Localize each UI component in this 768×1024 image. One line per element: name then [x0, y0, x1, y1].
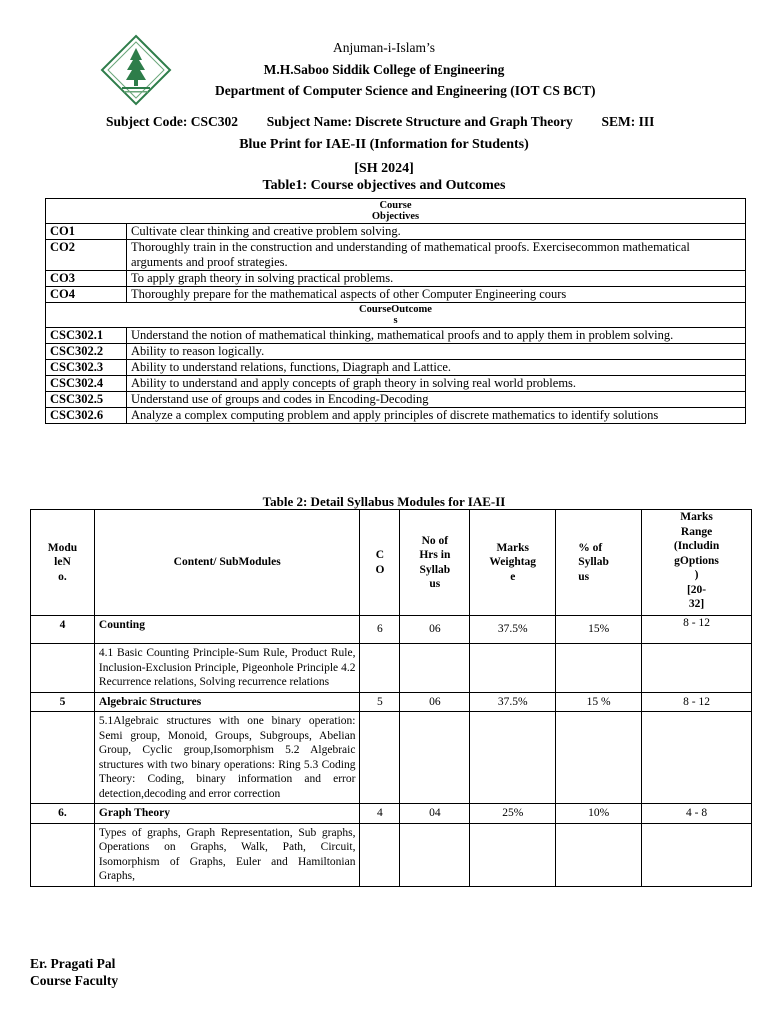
- outcome-text: Understand the notion of mathematical thinking, mathematical proofs and to apply them in problem solving.: [127, 328, 746, 344]
- header-percent: % of Syllab us: [556, 510, 642, 616]
- module-hours: 06: [400, 692, 470, 712]
- table-row: [31, 804, 752, 824]
- objective-code: CO1: [46, 224, 127, 240]
- table-row: [31, 616, 752, 644]
- subject-name: Subject Name: Discrete Structure and Graph Theory: [266, 114, 573, 129]
- faculty-name: Er. Pragati Pal: [30, 956, 116, 971]
- module-range: 4 - 8: [642, 804, 752, 824]
- college-name: M.H.Saboo Siddik College of Engineering: [263, 62, 505, 77]
- outcome-text: Ability to understand and apply concepts of graph theory in solving real world problems.: [127, 376, 746, 392]
- table-row: [46, 240, 746, 271]
- module-number: 4: [31, 616, 95, 644]
- table-row: [31, 692, 752, 712]
- objective-code: CO2: [46, 240, 127, 271]
- table2-title: Table 2: Detail Syllabus Modules for IAE-II: [262, 494, 506, 509]
- module-range: 8 - 12: [642, 692, 752, 712]
- module-content: 5.1Algebraic structures with one binary operation: Semi group, Monoid, Groups, Subgroups, Abelian Group, Cyclic group,Isomorphism 5.2 Algebraic structures with two binary operations: Ring 5.3 Coding Theory: Coding, binary information and error detection,decoding and error correction: [94, 712, 360, 804]
- outcome-text: Understand use of groups and codes in Encoding-Decoding: [127, 392, 746, 408]
- table-row: [46, 360, 746, 376]
- semester: SEM: III: [601, 114, 655, 129]
- module-percent: 15 %: [556, 692, 642, 712]
- table-row: [46, 408, 746, 424]
- module-content: 4.1 Basic Counting Principle-Sum Rule, Product Rule, Inclusion-Exclusion Principle, Pigeonhole Principle 4.2 Recurrence relations, Solving recurrence relations: [94, 644, 360, 693]
- module-number: 5: [31, 692, 95, 712]
- table-row: [46, 344, 746, 360]
- module-co: 4: [360, 804, 400, 824]
- module-title: Algebraic Structures: [94, 692, 360, 712]
- outcome-code: CSC302.6: [46, 408, 127, 424]
- table-row: [46, 271, 746, 287]
- outcome-text: Analyze a complex computing problem and apply principles of discrete mathematics to identify solutions: [127, 408, 746, 424]
- objective-text: Thoroughly train in the construction and understanding of mathematical proofs. Exercisecommon mathematical arguments and proof strategies.: [127, 240, 746, 271]
- table-row: [46, 392, 746, 408]
- institution-name: Anjuman-i-Islam’s: [333, 40, 435, 55]
- header-range: Marks Range (Includin gOptions ) [20- 32]: [642, 510, 752, 616]
- table-row: [31, 712, 752, 804]
- session-label: [SH 2024]: [354, 161, 414, 176]
- module-range: 8 - 12: [642, 616, 752, 644]
- header-hours: No of Hrs in Syllab us: [400, 510, 470, 616]
- module-number: 6.: [31, 804, 95, 824]
- objective-code: CO3: [46, 271, 127, 287]
- module-title: Counting: [94, 616, 360, 644]
- module-weightage: 25%: [470, 804, 556, 824]
- module-title: Graph Theory: [94, 804, 360, 824]
- module-co: 6: [360, 616, 400, 644]
- outcome-text: Ability to understand relations, functions, Diagraph and Lattice.: [127, 360, 746, 376]
- objective-text: To apply graph theory in solving practical problems.: [127, 271, 746, 287]
- header-co: C O: [360, 510, 400, 616]
- table-row: [46, 224, 746, 240]
- table-row: [46, 376, 746, 392]
- module-percent: 15%: [556, 616, 642, 644]
- header-content: Content/ SubModules: [94, 510, 360, 616]
- module-weightage: 37.5%: [470, 692, 556, 712]
- table-row: [46, 328, 746, 344]
- table-row: [31, 644, 752, 693]
- outcome-code: CSC302.1: [46, 328, 127, 344]
- objectives-header: Course Objectives: [46, 199, 746, 224]
- header-module: Modu leN o.: [31, 510, 95, 616]
- objective-code: CO4: [46, 287, 127, 303]
- faculty-role: Course Faculty: [30, 973, 119, 988]
- module-hours: 04: [400, 804, 470, 824]
- header-weightage: Marks Weightag e: [470, 510, 556, 616]
- module-content: Types of graphs, Graph Representation, Sub graphs, Operations on Graphs, Walk, Path, Circuit, Isomorphism of Graphs, Euler and Hamiltonian Graphs,: [94, 823, 360, 886]
- outcome-code: CSC302.4: [46, 376, 127, 392]
- course-objectives-outcomes-table: [45, 198, 746, 424]
- objective-text: Thoroughly prepare for the mathematical aspects of other Computer Engineering cours: [127, 287, 746, 303]
- table-row: [31, 823, 752, 886]
- outcomes-header: CourseOutcome s: [46, 303, 746, 328]
- objective-text: Cultivate clear thinking and creative problem solving.: [127, 224, 746, 240]
- syllabus-modules-table: [30, 509, 752, 887]
- table-row: [46, 287, 746, 303]
- module-percent: 10%: [556, 804, 642, 824]
- signature-block: [30, 955, 118, 989]
- subject-code: Subject Code: CSC302: [106, 114, 239, 129]
- outcome-code: CSC302.5: [46, 392, 127, 408]
- subject-line: [106, 114, 654, 130]
- outcome-code: CSC302.2: [46, 344, 127, 360]
- outcome-text: Ability to reason logically.: [127, 344, 746, 360]
- department-name: Department of Computer Science and Engineering (IOT CS BCT): [215, 83, 596, 98]
- module-hours: 06: [400, 616, 470, 644]
- module-co: 5: [360, 692, 400, 712]
- blueprint-title: Blue Print for IAE-II (Information for Students): [239, 137, 529, 152]
- table1-title: Table1: Course objectives and Outcomes: [262, 178, 506, 193]
- module-weightage: 37.5%: [470, 616, 556, 644]
- outcome-code: CSC302.3: [46, 360, 127, 376]
